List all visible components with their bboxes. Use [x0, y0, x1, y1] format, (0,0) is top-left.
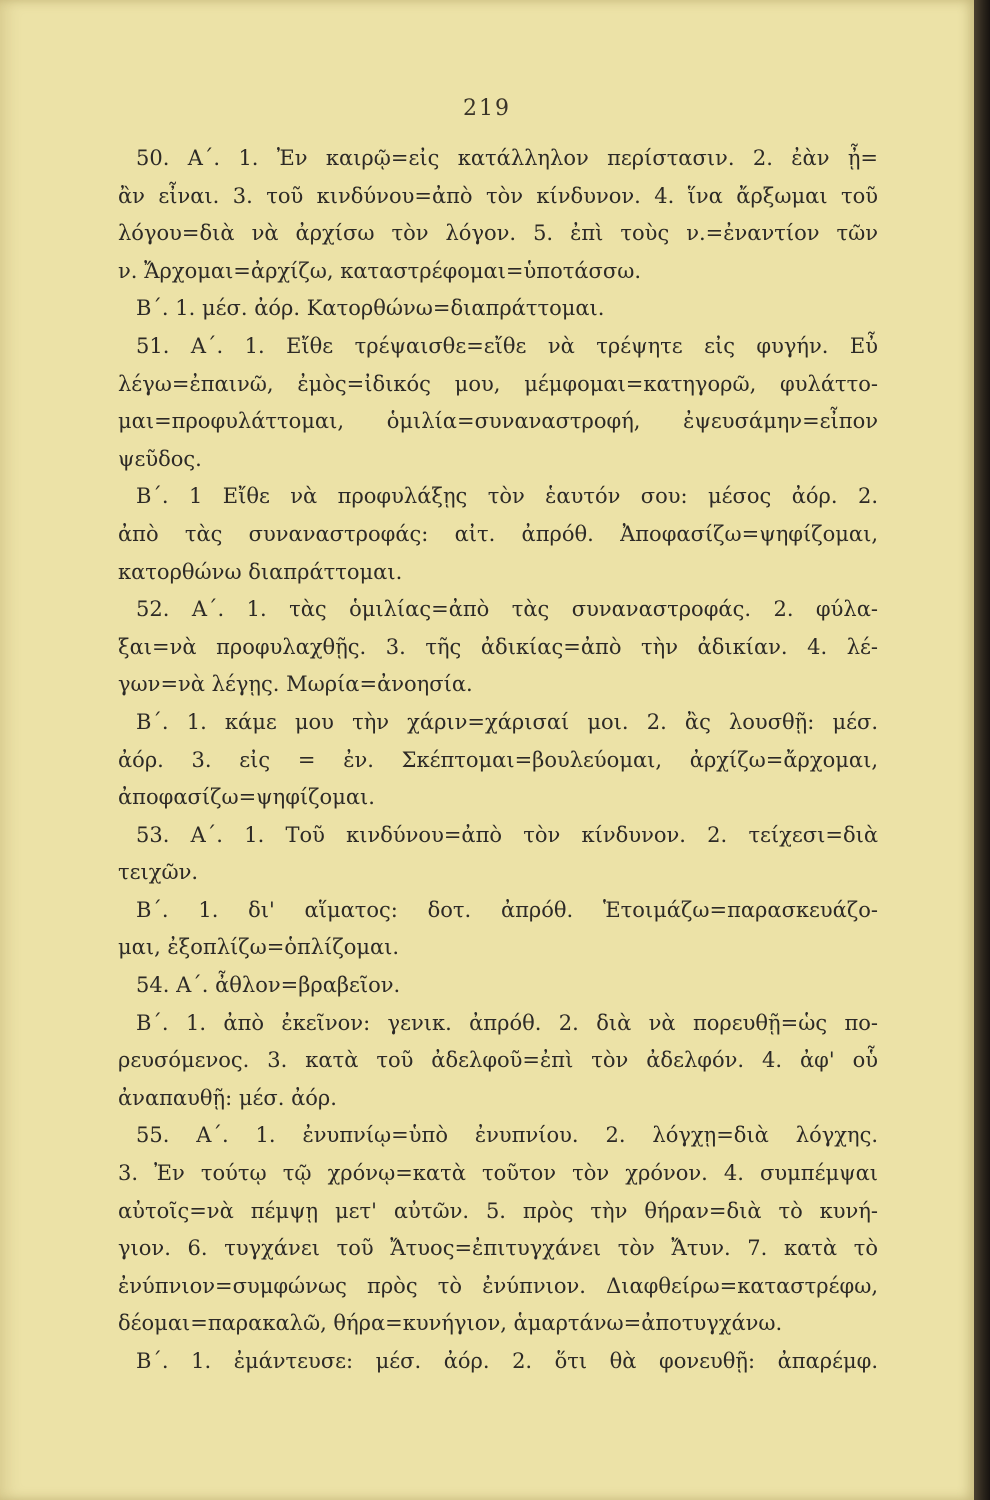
text-line: ἀπὸ τὰς συναναστροφάς: αἰτ. ἀπρόθ. Ἀποφασίζω=ψηφίζομαι, [118, 521, 878, 546]
text-line: Β΄. 1. δι' αἵματος: δοτ. ἀπρόθ. Ἑτοιμάζω=παρασκευάζο- [136, 897, 878, 922]
text-line: μαι=προφυλάττομαι, ὁμιλία=συναναστροφή, ἐψευσάμην=εἶπον [118, 409, 878, 434]
text-line: ψεῦδος. [118, 446, 202, 471]
page-edge-shadow [974, 0, 990, 1500]
text-line: 53. Α΄. 1. Τοῦ κινδύνου=ἀπὸ τὸν κίνδυνον. 2. τείχεσι=διὰ [136, 822, 878, 847]
text-line: τειχῶν. [118, 860, 199, 885]
text-line: 55. Α΄. 1. ἐνυπνίῳ=ὑπὸ ἐνυπνίου. 2. λόγχῃ=διὰ λόγχης. [136, 1123, 878, 1148]
text-line: ν. Ἄρχομαι=ἀρχίζω, καταστρέφομαι=ὑποτάσσω. [118, 258, 642, 283]
text-line: μαι, ἐξοπλίζω=ὁπλίζομαι. [118, 935, 400, 960]
text-line: ἀόρ. 3. εἰς = ἐν. Σκέπτομαι=βουλεύομαι, ἀρχίζω=ἄρχομαι, [118, 747, 878, 772]
text-line: ἐνύπνιον=συμφώνως πρὸς τὸ ἐνύπνιον. Διαφθείρω=καταστρέφω, [118, 1273, 878, 1298]
text-line: ἂν εἶναι. 3. τοῦ κινδύνου=ἀπὸ τὸν κίνδυνον. 4. ἵνα ἄρξωμαι τοῦ [118, 183, 878, 208]
text-line: 50. Α΄. 1. Ἐν καιρῷ=εἰς κατάλληλον περίστασιν. 2. ἐὰν ᾖ= [136, 146, 878, 170]
text-line: γιον. 6. τυγχάνει τοῦ Ἄτυος=ἐπιτυγχάνει τὸν Ἄτυν. 7. κατὰ τὸ [118, 1236, 878, 1261]
text-line: κατορθώνω διαπράττομαι. [118, 559, 403, 584]
answer-key-text [118, 140, 878, 1381]
text-line: 51. Α΄. 1. Εἴθε τρέψαισθε=εἴθε νὰ τρέψητε εἰς φυγήν. Εὖ [136, 333, 878, 358]
text-line: ἀναπαυθῇ: μέσ. ἀόρ. [118, 1085, 337, 1110]
text-line: Β΄. 1. μέσ. ἀόρ. Κατορθώνω=διαπράττομαι. [136, 296, 605, 321]
text-line: δέομαι=παρακαλῶ, θήρα=κυνήγιον, ἁμαρτάνω=ἀποτυγχάνω. [118, 1311, 783, 1336]
text-line: Β΄. 1. κάμε μου τὴν χάριν=χάρισαί μοι. 2. ἂς λουσθῇ: μέσ. [136, 709, 878, 734]
text-line: ἀποφασίζω=ψηφίζομαι. [118, 785, 375, 810]
text-line: 52. Α΄. 1. τὰς ὁμιλίας=ἀπὸ τὰς συναναστροφάς. 2. φύλα- [136, 597, 878, 622]
text-line: ρευσόμενος. 3. κατὰ τοῦ ἀδελφοῦ=ἐπὶ τὸν ἀδελφόν. 4. ἀφ' οὗ [118, 1048, 878, 1073]
text-line: Β΄. 1. ἐμάντευσε: μέσ. ἀόρ. 2. ὅτι θὰ φονευθῇ: ἀπαρέμφ. [136, 1349, 878, 1373]
text-line: ξαι=νὰ προφυλαχθῇς. 3. τῆς ἀδικίας=ἀπὸ τὴν ἀδικίαν. 4. λέ- [118, 634, 878, 659]
page-number: 219 [463, 96, 511, 121]
text-line: Β΄. 1 Εἴθε νὰ προφυλάξῃς τὸν ἑαυτόν σου: μέσος ἀόρ. 2. [136, 484, 878, 509]
text-line: 54. Α΄. ἆθλον=βραβεῖον. [136, 973, 401, 998]
text-line: λέγω=ἐπαινῶ, ἐμὸς=ἰδικός μου, μέμφομαι=κατηγορῶ, φυλάττο- [118, 371, 878, 396]
text-line: αὐτοῖς=νὰ πέμψῃ μετ' αὐτῶν. 5. πρὸς τὴν θήραν=διὰ τὸ κυνή- [118, 1198, 878, 1223]
text-line: Β΄. 1. ἀπὸ ἐκεῖνον: γενικ. ἀπρόθ. 2. διὰ νὰ πορευθῇ=ὡς πο- [136, 1010, 878, 1035]
text-line: γων=νὰ λέγῃς. Μωρία=ἀνοησία. [118, 672, 473, 697]
text-line: 3. Ἐν τούτῳ τῷ χρόνῳ=κατὰ τοῦτον τὸν χρόνον. 4. συμπέμψαι [118, 1161, 878, 1186]
text-line: λόγου=διὰ νὰ ἀρχίσω τὸν λόγον. 5. ἐπὶ τοὺς ν.=ἐναντίον τῶν [118, 221, 878, 246]
